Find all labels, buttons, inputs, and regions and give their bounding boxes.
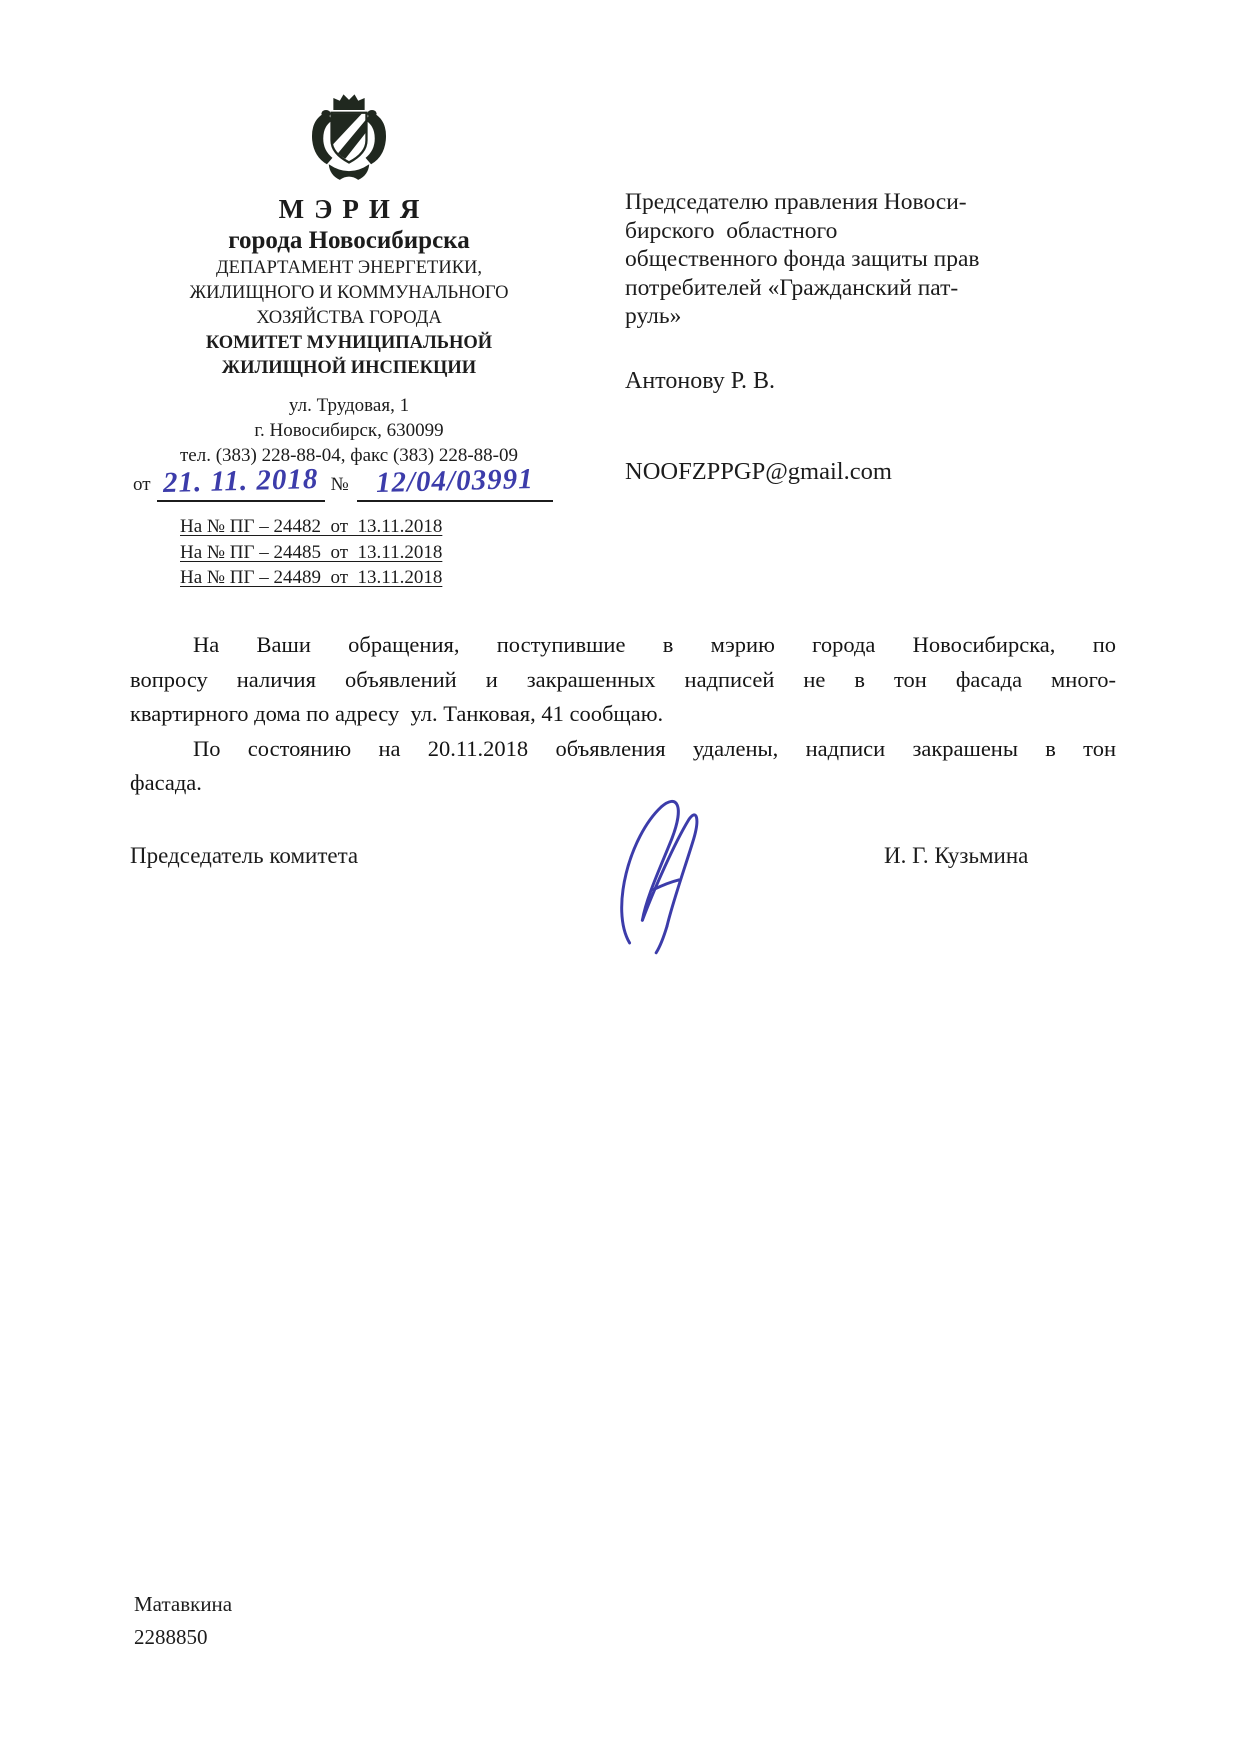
recipient-address xyxy=(625,188,1095,331)
recipient-line: Председателю правления Новоси- xyxy=(625,189,967,215)
recipient-line: руль» xyxy=(625,303,682,329)
body-line: квартирного дома по адресу ул. Танковая, 41 сообщаю. xyxy=(130,701,664,726)
street-address: ул. Трудовая, 1 xyxy=(288,395,410,416)
department-line: ЖИЛИЩНОГО И КОММУНАЛЬНОГО xyxy=(189,283,509,303)
outgoing-line xyxy=(133,462,603,514)
reference-block xyxy=(180,514,442,591)
recipient-line: общественного фонда защиты прав xyxy=(625,246,980,272)
executor-phone: 2288850 xyxy=(134,1625,208,1649)
phone-fax: тел. (383) 228-88-04, факс (383) 228-88-09 xyxy=(179,445,519,466)
signer-name: И. Г. Кузьмина xyxy=(884,843,1029,868)
signer-position: Председатель комитета xyxy=(130,843,359,868)
recipient-line: потребителей «Гражданский пат- xyxy=(625,274,959,301)
department-line: ДЕПАРТАМЕНТ ЭНЕРГЕТИКИ, xyxy=(215,258,483,278)
executor-name: Матавкина xyxy=(134,1592,233,1616)
committee-line: КОМИТЕТ МУНИЦИПАЛЬНОЙ xyxy=(205,333,493,353)
number-label: № xyxy=(330,474,349,495)
org-title: МЭРИЯ xyxy=(278,194,430,224)
reference-line: На № ПГ – 24485 от 13.11.2018 xyxy=(180,541,443,563)
recipient-name: Антонову Р. В. xyxy=(625,368,776,394)
city-address: г. Новосибирск, 630099 xyxy=(254,420,444,441)
handwritten-number: 12/04/03991 xyxy=(375,462,534,500)
body-line: фасада. xyxy=(130,770,202,795)
handwritten-date: 21. 11. 2018 xyxy=(162,462,319,500)
body-line: вопросу наличия объявлений и закрашенных надписей не в тон фасада много- xyxy=(130,666,1116,692)
letterhead xyxy=(128,193,570,468)
reference-line: На № ПГ – 24489 от 13.11.2018 xyxy=(180,567,443,588)
body-line: На Ваши обращения, поступившие в мэрию города Новосибирска, по xyxy=(193,632,1116,657)
recipient-email: NOOFZPPGP@gmail.com xyxy=(625,458,892,485)
novosibirsk-coat-of-arms-icon xyxy=(303,90,395,187)
executor-block xyxy=(134,1588,232,1654)
reference-line: На № ПГ – 24482 от 13.11.2018 xyxy=(180,516,443,537)
from-label: от xyxy=(133,474,151,495)
recipient-line: бирского областного xyxy=(625,217,838,244)
handwritten-signature-icon xyxy=(602,793,730,955)
department-line: ХОЗЯЙСТВА ГОРОДА xyxy=(256,308,442,328)
body-line: По состоянию на 20.11.2018 объявления удалены, надписи закрашены в тон xyxy=(193,735,1116,761)
letter-body xyxy=(130,628,1116,801)
org-subtitle: города Новосибирска xyxy=(228,227,470,254)
committee-line: ЖИЛИЩНОЙ ИНСПЕКЦИИ xyxy=(221,358,477,378)
